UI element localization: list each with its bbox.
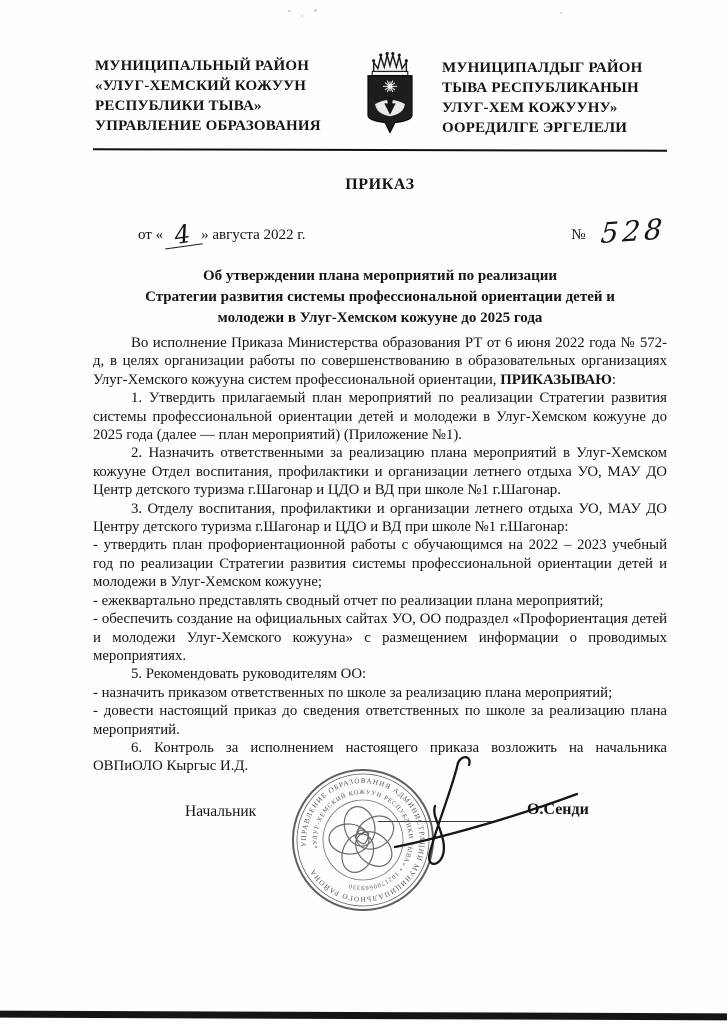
scan-speck: [314, 9, 317, 12]
date-prefix: от «: [138, 227, 164, 243]
handwritten-number: 528: [599, 212, 667, 251]
date-suffix: » августа 2022 г.: [201, 227, 306, 243]
number-sign: №: [571, 227, 586, 243]
subject-line1: Об утверждении плана мероприятий по реализации: [202, 268, 558, 284]
stamp-outer-ring-text: УПРАВЛЕНИЕ ОБРАЗОВАНИЯ АДМИНИСТРАЦИИ МУНИЦИПАЛЬНОГО РАЙОНА: [299, 776, 427, 904]
org-name-tv-line4: ООРЕДИЛГЕ ЭРГЕЛЕЛИ: [442, 120, 628, 136]
order-subitem-5a: - назначить приказом ответственных по школе за реализацию плана мероприятий;: [93, 684, 613, 701]
subject-line2: Стратегии развития системы профессиональной ориентации детей и: [145, 289, 615, 305]
order-subitem-3c: - обеспечить создание на официальных сайтах УО, ОО подраздел «Профориентация детей и молодежи Улуг-Хемского кожууна» с размещением информации о проводимых мероприятиях.: [93, 611, 667, 664]
order-subitem-3a: - утвердить план профориентационной работы с обучающимся на 2022 – 2023 учебный год по реализации Стратегии развития системы профессиональной ориентации детей и молодежи в Улуг-Хемском кожууне;: [93, 537, 667, 591]
document-body: [93, 334, 667, 776]
order-item-2: 2. Назначить ответственными за реализацию плана мероприятий в Улуг-Хемском кожууне Отдел воспитания, профилактики и организации летнего отдыха УО, МАУ ДО Центр детского туризма г.Шагонар и ЦДО и ВД при школе №1 г.Шагонар.: [93, 445, 667, 499]
order-item-1: 1. Утвердить прилагаемый план мероприятий по реализации Стратегии развития системы профессиональной ориентации детей и молодежи в Улуг-Хемском кожууне до 2025 года (далее — план мероприятий) (Приложение №1).: [93, 390, 667, 444]
order-subitem-5b: - довести настоящий приказ до сведения ответственных по школе за реализацию плана мероприятий.: [93, 703, 667, 738]
order-subitem-3b: - ежеквартально представлять сводный отчет по реализации плана мероприятий;: [93, 592, 604, 609]
intro-paragraph: [93, 334, 667, 389]
intro-colon: :: [611, 371, 617, 388]
order-item-3: 3. Отделу воспитания, профилактики и организации летнего отдыха УО, МАУ ДО Центру детского туризма г.Шагонар и ЦДО и ВД при школе №1 г.Шагонар:: [93, 500, 667, 536]
org-name-ru-line1: МУНИЦИПАЛЬНЫЙ РАЙОН: [95, 58, 310, 74]
scan-speck: [288, 10, 291, 12]
document-number: [571, 212, 667, 251]
signer-position: Начальник: [185, 803, 257, 820]
header-divider: [93, 148, 667, 152]
signer-name: О.Сенди: [527, 801, 589, 818]
subject-line3: молодежи в Улуг-Хемском кожууне до 2025 года: [217, 310, 543, 326]
scan-speck: [560, 12, 562, 14]
intro-text: Во исполнение Приказа Министерства образования РТ от 6 июня 2022 года № 572-д, в целях организации работы по совершенствованию в образовательных организациях Улуг-Хемского кожууна систем профессиональной ориентации,: [93, 335, 667, 388]
org-name-ru-line3: РЕСПУБЛИКИ ТЫВА»: [95, 98, 262, 114]
document-title: ПРИКАЗ: [345, 176, 415, 193]
subject-heading: [93, 266, 667, 329]
org-name-russian: [95, 56, 345, 136]
handwritten-day: 4: [162, 221, 203, 249]
org-name-tv-line1: МУНИЦИПАЛДЫГ РАЙОН: [442, 60, 643, 76]
org-name-tv-line3: УЛУГ-ХЕМ КОЖУУНУ»: [442, 100, 618, 116]
org-name-tuvan: [442, 58, 672, 138]
stamp-inner-ring-text: «УЛУГ-ХЕМСКИЙ КОЖУУН РЕСПУБЛИКИ ТЫВА» • 1021700669330: [311, 788, 415, 892]
scan-speck: [301, 15, 303, 17]
org-name-ru-line2: «УЛУГ-ХЕМСКИЙ КОЖУУН: [95, 78, 307, 94]
scan-bottom-edge: [0, 1011, 727, 1021]
org-name-tv-line2: ТЫВА РЕСПУБЛИКАНЫН: [442, 80, 639, 96]
handwritten-signature: [375, 753, 585, 875]
order-item-5: 5. Рекомендовать руководителям ОО:: [131, 666, 367, 683]
prikazyvayu-word: ПРИКАЗЫВАЮ: [500, 371, 612, 388]
date-line: [93, 219, 306, 250]
date-number-row: [93, 208, 667, 251]
org-name-ru-line4: УПРАВЛЕНИЕ ОБРАЗОВАНИЯ: [95, 118, 321, 134]
coat-of-arms-icon: [358, 50, 422, 142]
order-item-6: 6. Контроль за исполнением настоящего приказа возложить на начальника ОВПиОЛО Кыргыс И.Д.: [93, 739, 667, 775]
